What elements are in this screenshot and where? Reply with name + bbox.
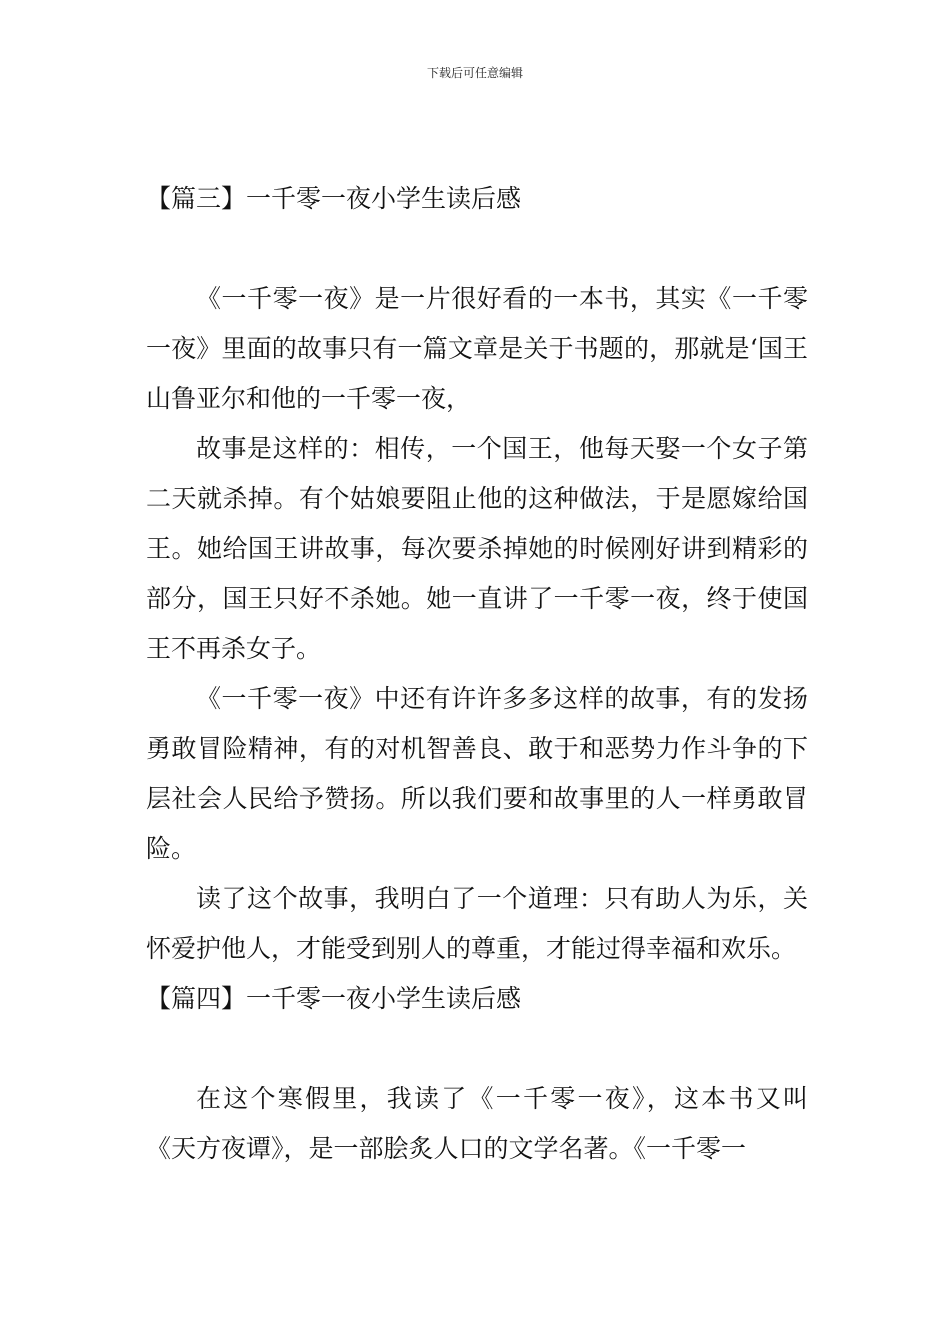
section-heading-3: 【篇三】一千零一夜小学生读后感: [146, 184, 522, 213]
paragraph: 故事是这样的：相传，一个国王，他每天娶一个女子第二天就杀掉。有个姑娘要阻止他的这种做法，于是愿嫁给国王。她给国王讲故事，每次要杀掉她的时候刚好讲到精彩的部分，国王只好不杀她。她一直讲了一千零一夜，终于使国王不再杀女子。: [146, 434, 808, 663]
blank-line: [146, 1024, 808, 1074]
paragraph: 《一千零一夜》是一片很好看的一本书，其实《一千零一夜》里面的故事只有一篇文章是关于书题的，那就是‘国王山鲁亚尔和他的一千零一夜，: [146, 284, 808, 413]
section-heading-4: 【篇四】一千零一夜小学生读后感: [146, 984, 522, 1013]
paragraph: 读了这个故事，我明白了一个道理：只有助人为乐，关怀爱护他人，才能受到别人的尊重，才能过得幸福和欢乐。: [146, 884, 808, 963]
blank-line: [146, 224, 808, 274]
header-note: 下载后可任意编辑: [426, 66, 523, 80]
paragraph: 《一千零一夜》中还有许许多多这样的故事，有的发扬勇敢冒险精神，有的对机智善良、敢于和恶势力作斗争的下层社会人民给予赞扬。所以我们要和故事里的人一样勇敢冒险。: [146, 684, 808, 863]
paragraph: 在这个寒假里，我读了《一千零一夜》，这本书又叫《天方夜谭》，是一部脍炙人口的文学名著。《一千零一: [146, 1084, 808, 1163]
document-body: [146, 174, 808, 1174]
